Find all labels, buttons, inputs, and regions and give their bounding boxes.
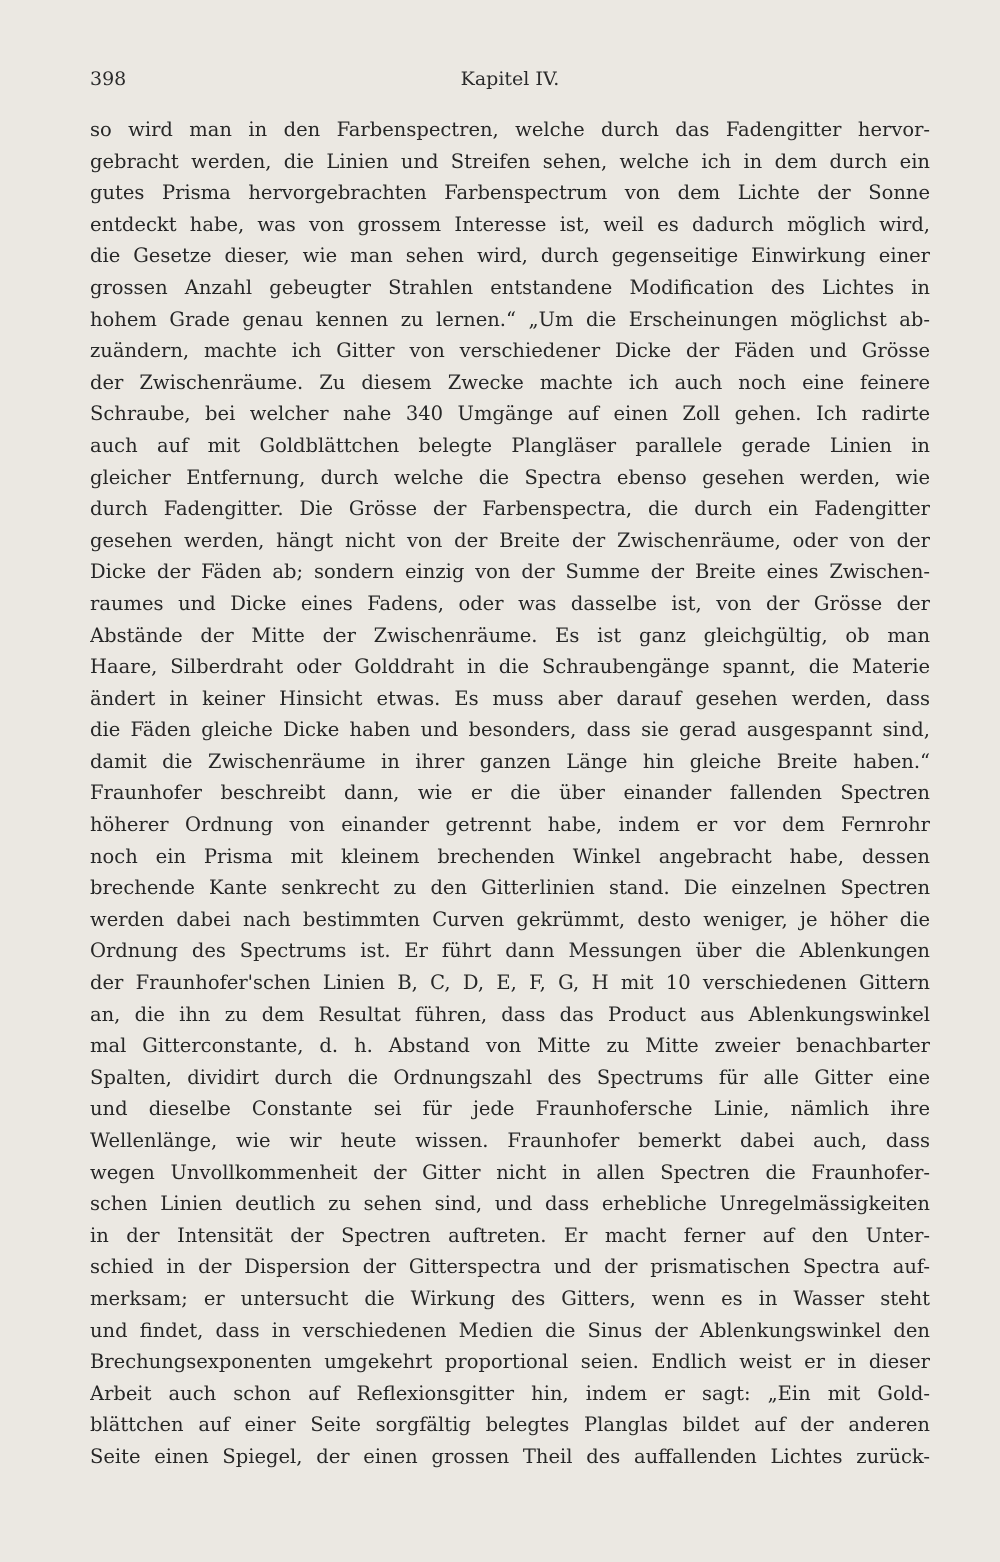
text-line: grossen Anzahl gebeugter Strahlen entstandene Modification des Lichtes in — [90, 275, 930, 299]
text-line: der Zwischenräume. Zu diesem Zwecke machte ich auch noch eine feinere — [90, 370, 930, 394]
text-line: Schraube, bei welcher nahe 340 Umgänge auf einen Zoll gehen. Ich radirte — [90, 402, 930, 426]
text-line: damit die Zwischenräume in ihrer ganzen Länge hin gleiche Breite haben.“ — [90, 749, 930, 773]
page-header — [90, 68, 930, 102]
text-line: entdeckt habe, was von grossem Interesse ist, weil es dadurch möglich wird, — [90, 212, 930, 236]
text-line: Ordnung des Spectrums ist. Er führt dann Messungen über die Ablenkungen — [90, 939, 930, 963]
text-line: hohem Grade genau kennen zu lernen.“ „Um die Erscheinungen möglichst ab- — [90, 307, 930, 331]
text-line: die Gesetze dieser, wie man sehen wird, durch gegenseitige Einwirkung einer — [90, 244, 930, 268]
text-line: auch auf mit Goldblättchen belegte Plangläser parallele gerade Linien in — [90, 433, 930, 457]
text-line: gesehen werden, hängt nicht von der Breite der Zwischenräume, oder von der — [90, 528, 930, 552]
text-line: Fraunhofer beschreibt dann, wie er die über einander fallenden Spectren — [90, 781, 930, 805]
text-line: mal Gitterconstante, d. h. Abstand von Mitte zu Mitte zweier benachbarter — [90, 1034, 930, 1058]
text-line: ändert in keiner Hinsicht etwas. Es muss aber darauf gesehen werden, dass — [90, 686, 930, 710]
text-line: wegen Unvollkommenheit der Gitter nicht in allen Spectren die Fraunhofer- — [90, 1160, 930, 1184]
text-line: Brechungsexponenten umgekehrt proportional seien. Endlich weist er in dieser — [90, 1350, 930, 1374]
text-line: Arbeit auch schon auf Reflexionsgitter hin, indem er sagt: „Ein mit Gold- — [90, 1381, 930, 1405]
text-line: und dieselbe Constante sei für jede Fraunhofersche Linie, nämlich ihre — [90, 1097, 930, 1121]
text-line: gebracht werden, die Linien und Streifen sehen, welche ich in dem durch ein — [90, 149, 930, 173]
text-line: Haare, Silberdraht oder Golddraht in die Schraubengänge spannt, die Materie — [90, 655, 930, 679]
text-line: schen Linien deutlich zu sehen sind, und dass erhebliche Unregelmässigkeiten — [90, 1192, 930, 1216]
text-line: höherer Ordnung von einander getrennt habe, indem er vor dem Fernrohr — [90, 813, 930, 837]
text-line: Seite einen Spiegel, der einen grossen Theil des auffallenden Lichtes zurück- — [90, 1444, 930, 1468]
text-line: Abstände der Mitte der Zwischenräume. Es ist ganz gleichgültig, ob man — [90, 623, 930, 647]
text-line: brechende Kante senkrecht zu den Gitterlinien stand. Die einzelnen Spectren — [90, 876, 930, 900]
text-line: blättchen auf einer Seite sorgfältig belegtes Planglas bildet auf der anderen — [90, 1413, 930, 1437]
text-line: Dicke der Fäden ab; sondern einzig von der Summe der Breite eines Zwischen- — [90, 560, 930, 584]
body-text — [90, 114, 930, 1473]
text-line: gutes Prisma hervorgebrachten Farbenspectrum von dem Lichte der Sonne — [90, 181, 930, 205]
text-line: an, die ihn zu dem Resultat führen, dass das Product aus Ablenkungswinkel — [90, 1002, 930, 1026]
text-line: merksam; er untersucht die Wirkung des Gitters, wenn es in Wasser steht — [90, 1286, 930, 1310]
text-line: in der Intensität der Spectren auftreten. Er macht ferner auf den Unter- — [90, 1223, 930, 1247]
text-line: zuändern, machte ich Gitter von verschiedener Dicke der Fäden und Grösse — [90, 339, 930, 363]
text-line: werden dabei nach bestimmten Curven gekrümmt, desto weniger, je höher die — [90, 907, 930, 931]
text-line: Wellenlänge, wie wir heute wissen. Fraunhofer bemerkt dabei auch, dass — [90, 1129, 930, 1152]
text-line: der Fraunhofer'schen Linien B, C, D, E, F, G, H mit 10 verschiedenen Gittern — [90, 971, 930, 995]
text-line: noch ein Prisma mit kleinem brechenden Winkel angebracht habe, dessen — [90, 844, 930, 868]
text-line: schied in der Dispersion der Gitterspectra und der prismatischen Spectra auf- — [90, 1255, 930, 1279]
text-line: Spalten, dividirt durch die Ordnungszahl des Spectrums für alle Gitter eine — [90, 1065, 930, 1089]
text-line: durch Fadengitter. Die Grösse der Farbenspectra, die durch ein Fadengitter — [90, 497, 930, 521]
text-line: und findet, dass in verschiedenen Medien die Sinus der Ablenkungswinkel den — [90, 1318, 930, 1342]
running-head: Kapitel IV. — [460, 68, 560, 90]
text-line: so wird man in den Farbenspectren, welche durch das Fadengitter hervor- — [90, 118, 930, 141]
text-line: raumes und Dicke eines Fadens, oder was dasselbe ist, von der Grösse der — [90, 591, 930, 615]
text-line: die Fäden gleiche Dicke haben und besonders, dass sie gerad ausgespannt sind, — [90, 718, 930, 742]
page-number: 398 — [90, 68, 127, 90]
text-line: gleicher Entfernung, durch welche die Spectra ebenso gesehen werden, wie — [90, 465, 930, 489]
